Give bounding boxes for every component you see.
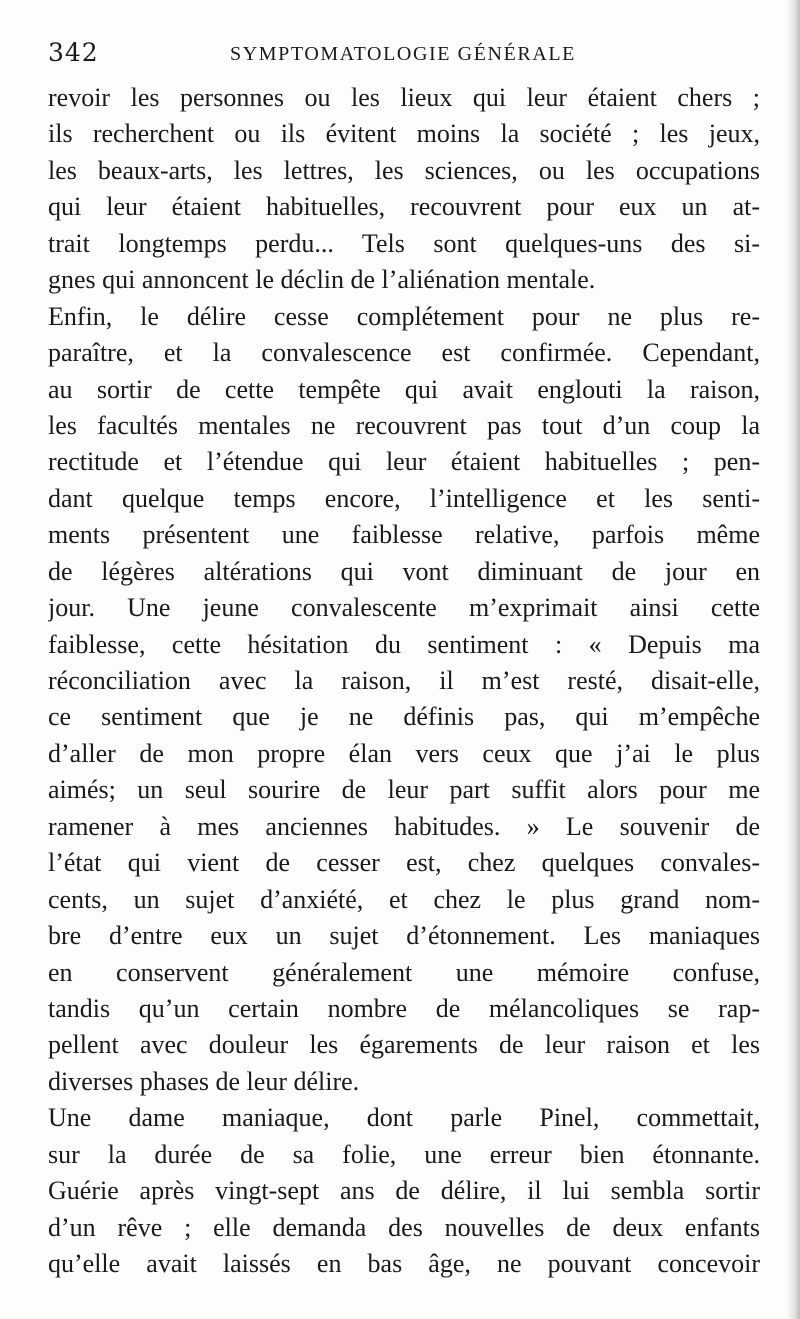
page-header	[48, 38, 760, 72]
text-line: pellent avec douleur les égarements de leur raison et les	[48, 1030, 760, 1060]
text-line: cents, un sujet d’anxiété, et chez le plus grand nom-	[48, 884, 760, 914]
text-line: sur la durée de sa folie, une erreur bien étonnante.	[48, 1139, 760, 1169]
text-line: dant quelque temps encore, l’intelligence et les senti-	[48, 483, 760, 513]
text-line: aimés; un seul sourire de leur part suffit alors pour me	[48, 775, 760, 805]
text-line: l’état qui vient de cesser est, chez quelques convales-	[48, 848, 760, 878]
text-line: ramener à mes anciennes habitudes. » Le souvenir de	[48, 811, 760, 841]
text-line: rectitude et l’étendue qui leur étaient habituelles ; pen-	[48, 447, 760, 477]
text-line: trait longtemps perdu... Tels sont quelques-uns des si-	[48, 228, 760, 258]
text-line: tandis qu’un certain nombre de mélancoliques se rap-	[48, 993, 760, 1023]
text-line: gnes qui annoncent le déclin de l’aliénation mentale.	[48, 265, 596, 295]
page-number: 342	[48, 38, 99, 67]
text-line: réconciliation avec la raison, il m’est resté, disait-elle,	[48, 666, 760, 695]
text-line: diverses phases de leur délire.	[48, 1066, 360, 1096]
text-line: revoir les personnes ou les lieux qui leur étaient chers ;	[48, 83, 760, 112]
text-line: d’aller de mon propre élan vers ceux que j’ai le plus	[48, 738, 760, 768]
text-line: en conservent généralement une mémoire confuse,	[48, 957, 760, 987]
text-line: d’un rêve ; elle demanda des nouvelles de deux enfants	[48, 1212, 760, 1242]
text-line: Enfin, le délire cesse complétement pour ne plus re-	[48, 301, 760, 331]
text-line: Guérie après vingt-sept ans de délire, il lui sembla sortir	[48, 1176, 760, 1206]
body-text	[48, 80, 760, 1315]
text-line: de légères altérations qui vont diminuant de jour en	[48, 556, 760, 586]
text-line: qui leur étaient habituelles, recouvrent pour eux un at-	[48, 192, 760, 222]
text-line: qu’elle avait laissés en bas âge, ne pouvant concevoir	[48, 1249, 760, 1278]
page-edge-shadow	[786, 0, 800, 1319]
text-line: ils recherchent ou ils évitent moins la société ; les jeux,	[48, 119, 760, 149]
text-line: les beaux-arts, les lettres, les sciences, ou les occupations	[48, 155, 760, 185]
running-head: SYMPTOMATOLOGIE GÉNÉRALE	[230, 43, 576, 65]
text-line: Une dame maniaque, dont parle Pinel, commettait,	[48, 1103, 760, 1133]
text-line: paraître, et la convalescence est confirmée. Cependant,	[48, 338, 760, 368]
text-line: ce sentiment que je ne définis pas, qui m’empêche	[48, 702, 760, 732]
text-line: faiblesse, cette hésitation du sentiment : « Depuis ma	[48, 629, 760, 659]
text-line: jour. Une jeune convalescente m’exprimait ainsi cette	[48, 593, 760, 623]
text-line: ments présentent une faiblesse relative, parfois même	[48, 520, 760, 550]
text-line: les facultés mentales ne recouvrent pas tout d’un coup la	[48, 410, 760, 440]
text-line: au sortir de cette tempête qui avait englouti la raison,	[48, 374, 760, 404]
text-line: bre d’entre eux un sujet d’étonnement. Les maniaques	[48, 921, 760, 951]
